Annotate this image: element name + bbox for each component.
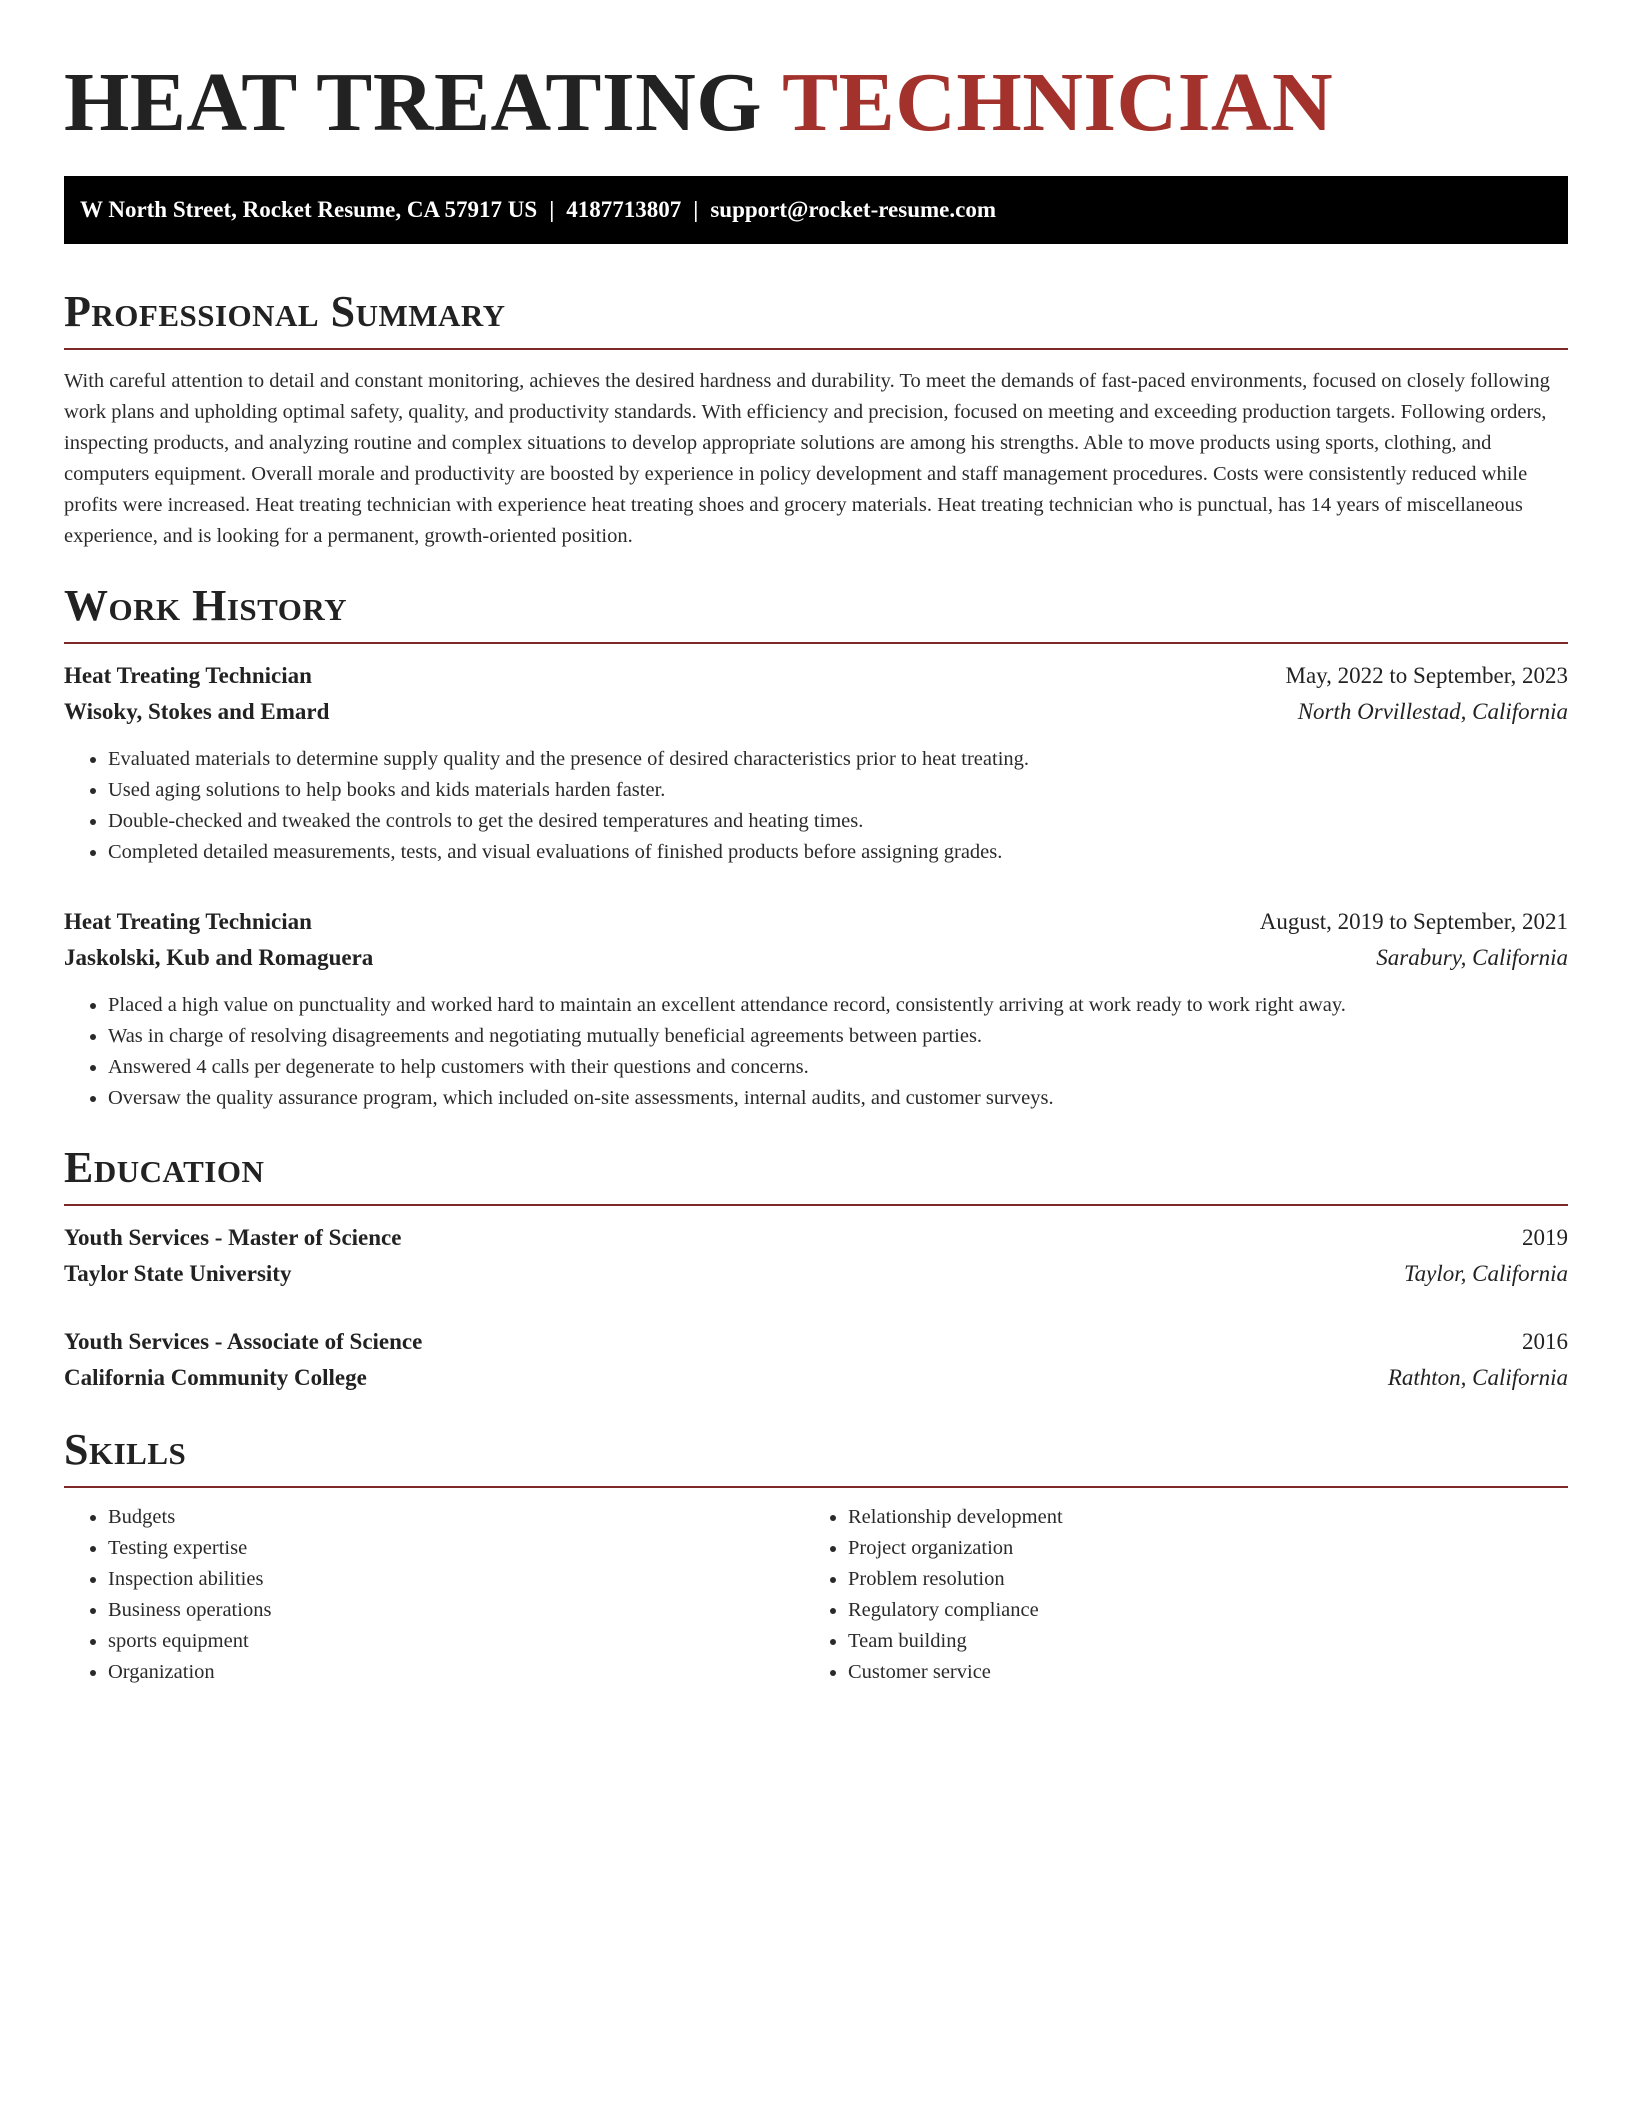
contact-separator: |: [693, 197, 699, 222]
job-role: Heat Treating Technician: [64, 909, 312, 934]
education-year: 2019: [1522, 1225, 1568, 1250]
education-entry: [64, 1324, 1568, 1396]
skills-list-right: [804, 1502, 1544, 1688]
job-location: North Orvillestad, California: [1297, 699, 1568, 724]
education-heading: Education: [64, 1144, 1568, 1206]
skills-list-left: [64, 1502, 804, 1688]
list-item: • Team building: [848, 1626, 1544, 1657]
education-school-row: [64, 1360, 1568, 1396]
list-item: • Oversaw the quality assurance program, which included on-site assessments, internal audits, and customer surveys.: [108, 1083, 1568, 1114]
list-item: • Double-checked and tweaked the controls to get the desired temperatures and heating times.: [108, 806, 1568, 837]
list-item: • Completed detailed measurements, tests, and visual evaluations of finished products before assigning grades.: [108, 837, 1568, 868]
job-company: Wisoky, Stokes and Emard: [64, 699, 330, 724]
contact-bar: [64, 176, 1568, 244]
summary-section: [64, 288, 1568, 552]
skills-columns: [64, 1502, 1568, 1688]
education-section: [64, 1144, 1568, 1396]
contact-separator: |: [549, 197, 555, 222]
list-item: • Evaluated materials to determine supply quality and the presence of desired characteristics prior to heat treating.: [108, 744, 1568, 775]
list-item: • Organization: [108, 1657, 804, 1688]
list-item: • Problem resolution: [848, 1564, 1544, 1595]
job-company: Jaskolski, Kub and Romaguera: [64, 945, 374, 970]
education-location: Rathton, California: [1387, 1365, 1568, 1390]
list-item: • Regulatory compliance: [848, 1595, 1544, 1626]
summary-heading: Professional Summary: [64, 288, 1568, 350]
job-location: Sarabury, California: [1376, 945, 1568, 970]
job-entry: [64, 658, 1568, 868]
education-entry: [64, 1220, 1568, 1292]
list-item: • Relationship development: [848, 1502, 1544, 1533]
job-company-row: [64, 940, 1568, 976]
job-bullets: [64, 990, 1568, 1114]
skills-section: [64, 1426, 1568, 1688]
list-item: • Project organization: [848, 1533, 1544, 1564]
name-second-part: TECHNICIAN: [782, 56, 1334, 149]
job-bullets: [64, 744, 1568, 868]
list-item: • Budgets: [108, 1502, 804, 1533]
education-year: 2016: [1522, 1329, 1568, 1354]
list-item: • Testing expertise: [108, 1533, 804, 1564]
job-header-row: [64, 658, 1568, 694]
job-company-row: [64, 694, 1568, 730]
list-item: • Business operations: [108, 1595, 804, 1626]
job-header-row: [64, 904, 1568, 940]
resume-name: [64, 54, 1568, 152]
list-item: • Answered 4 calls per degenerate to help customers with their questions and concerns.: [108, 1052, 1568, 1083]
job-dates: May, 2022 to September, 2023: [1285, 663, 1568, 688]
contact-email: support@rocket-resume.com: [710, 197, 996, 222]
list-item: • Used aging solutions to help books and kids materials harden faster.: [108, 775, 1568, 806]
list-item: • sports equipment: [108, 1626, 804, 1657]
education-school: California Community College: [64, 1365, 367, 1390]
list-item: • Was in charge of resolving disagreements and negotiating mutually beneficial agreements between parties.: [108, 1021, 1568, 1052]
work-history-heading: Work History: [64, 582, 1568, 644]
name-first-part: HEAT TREATING: [64, 56, 763, 149]
list-item: • Inspection abilities: [108, 1564, 804, 1595]
list-item: • Placed a high value on punctuality and worked hard to maintain an excellent attendance record, consistently arriving at work ready to work right away.: [108, 990, 1568, 1021]
education-degree-row: [64, 1324, 1568, 1360]
education-degree-row: [64, 1220, 1568, 1256]
skills-heading: Skills: [64, 1426, 1568, 1488]
work-history-section: [64, 582, 1568, 1114]
education-school: Taylor State University: [64, 1261, 292, 1286]
education-school-row: [64, 1256, 1568, 1292]
education-degree: Youth Services - Associate of Science: [64, 1329, 423, 1354]
job-entry: [64, 904, 1568, 1114]
job-role: Heat Treating Technician: [64, 663, 312, 688]
education-degree: Youth Services - Master of Science: [64, 1225, 402, 1250]
contact-address: W North Street, Rocket Resume, CA 57917 US: [80, 197, 538, 222]
contact-phone: 4187713807: [566, 197, 682, 222]
job-dates: August, 2019 to September, 2021: [1259, 909, 1568, 934]
education-location: Taylor, California: [1403, 1261, 1568, 1286]
list-item: • Customer service: [848, 1657, 1544, 1688]
summary-text: With careful attention to detail and constant monitoring, achieves the desired hardness and durability. To meet the demands of fast-paced environments, focused on closely following work plans and upholding optimal safety, quality, and productivity standards. With efficiency and precision, focused on meeting and exceeding production targets. Following orders, inspecting products, and analyzing routine and complex situations to develop appropriate solutions are among his strengths. Able to move products using sports, clothing, and computers equipment. Overall morale and productivity are boosted by experience in policy development and staff management procedures. Costs were consistently reduced while profits were increased. Heat treating technician with experience heat treating shoes and grocery materials. Heat treating technician who is punctual, has 14 years of miscellaneous experience, and is looking for a permanent, growth-oriented position.: [64, 370, 1550, 547]
